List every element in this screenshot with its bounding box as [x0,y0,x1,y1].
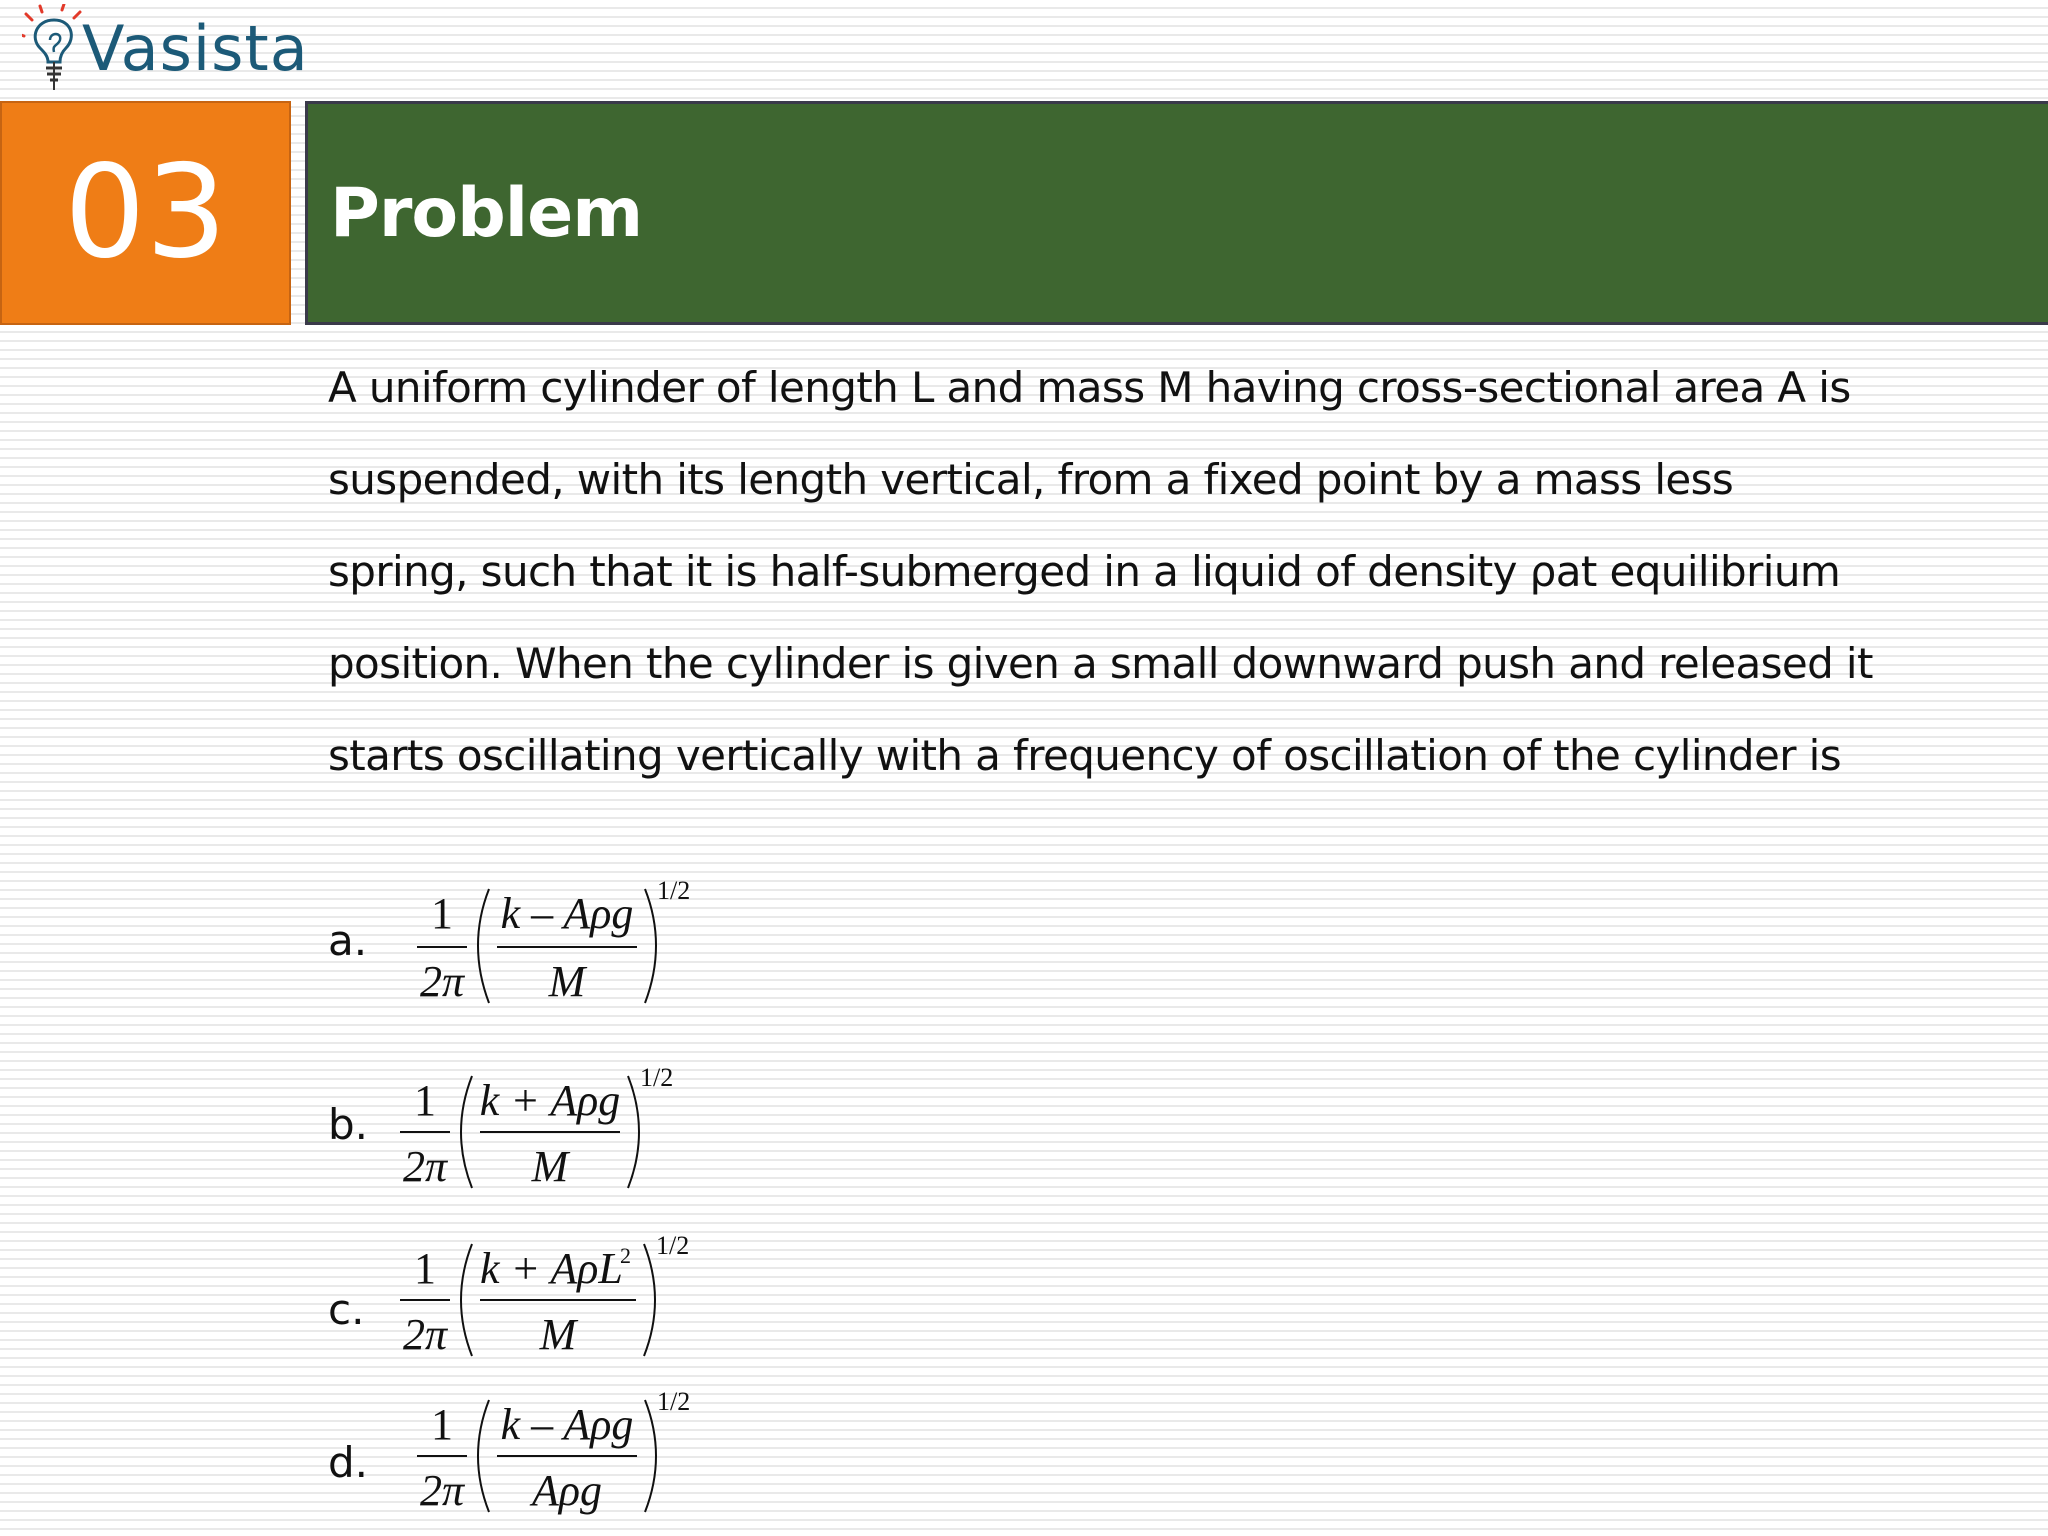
numerator: k – Aρg [500,889,634,938]
denominator: M [548,957,586,1006]
denominator: M [531,1142,569,1191]
coef-denominator: 2π [419,1466,465,1515]
slide-number: 03 [64,138,227,287]
question-line: suspended, with its length vertical, from a fixed point by a mass less [328,455,1734,504]
question-text [328,352,2008,812]
denominator: Aρg [532,1466,602,1515]
numerator: k – Aρg [500,1400,634,1449]
coef-denominator: 2π [402,1142,448,1191]
question-line: A uniform cylinder of length L and mass M having cross-sectional area A is [328,363,1851,412]
coef-numerator: 1 [414,1076,436,1125]
option-a-label: a. [328,916,368,965]
exponent: 1/2 [657,876,691,905]
logo-text: Vasista [82,12,309,85]
vasista-logo [22,4,309,96]
question-line: position. When the cylinder is given a small downward push and released it [328,639,1873,688]
coef-denominator: 2π [419,957,465,1006]
title-bar [305,101,2048,325]
coef-denominator: 2π [402,1310,448,1359]
exponent: 1/2 [656,1231,690,1260]
coef-numerator: 1 [431,1400,453,1449]
exponent: 1/2 [657,1387,691,1416]
option-c-label: c. [328,1285,365,1334]
option-b-label: b. [328,1100,369,1149]
slide-number-box [0,101,291,325]
denominator: M [539,1310,577,1359]
option-a-formula [405,875,725,1015]
option-b-formula [388,1062,708,1202]
coef-numerator: 1 [414,1244,436,1293]
numerator: k + AρL [480,1244,623,1293]
coef-numerator: 1 [431,889,453,938]
option-d-label: d. [328,1438,369,1487]
page-title: Problem [330,173,643,253]
option-d-formula [405,1386,725,1526]
exponent: 1/2 [640,1063,674,1092]
option-c-formula [388,1230,708,1370]
question-line: spring, such that it is half-submerged in a liquid of density ρat equilibrium [328,547,1841,596]
question-line: starts oscillating vertically with a frequency of oscillation of the cylinder is [328,731,1841,780]
numerator: k + Aρg [479,1076,621,1125]
numerator-power: 2 [620,1243,631,1268]
